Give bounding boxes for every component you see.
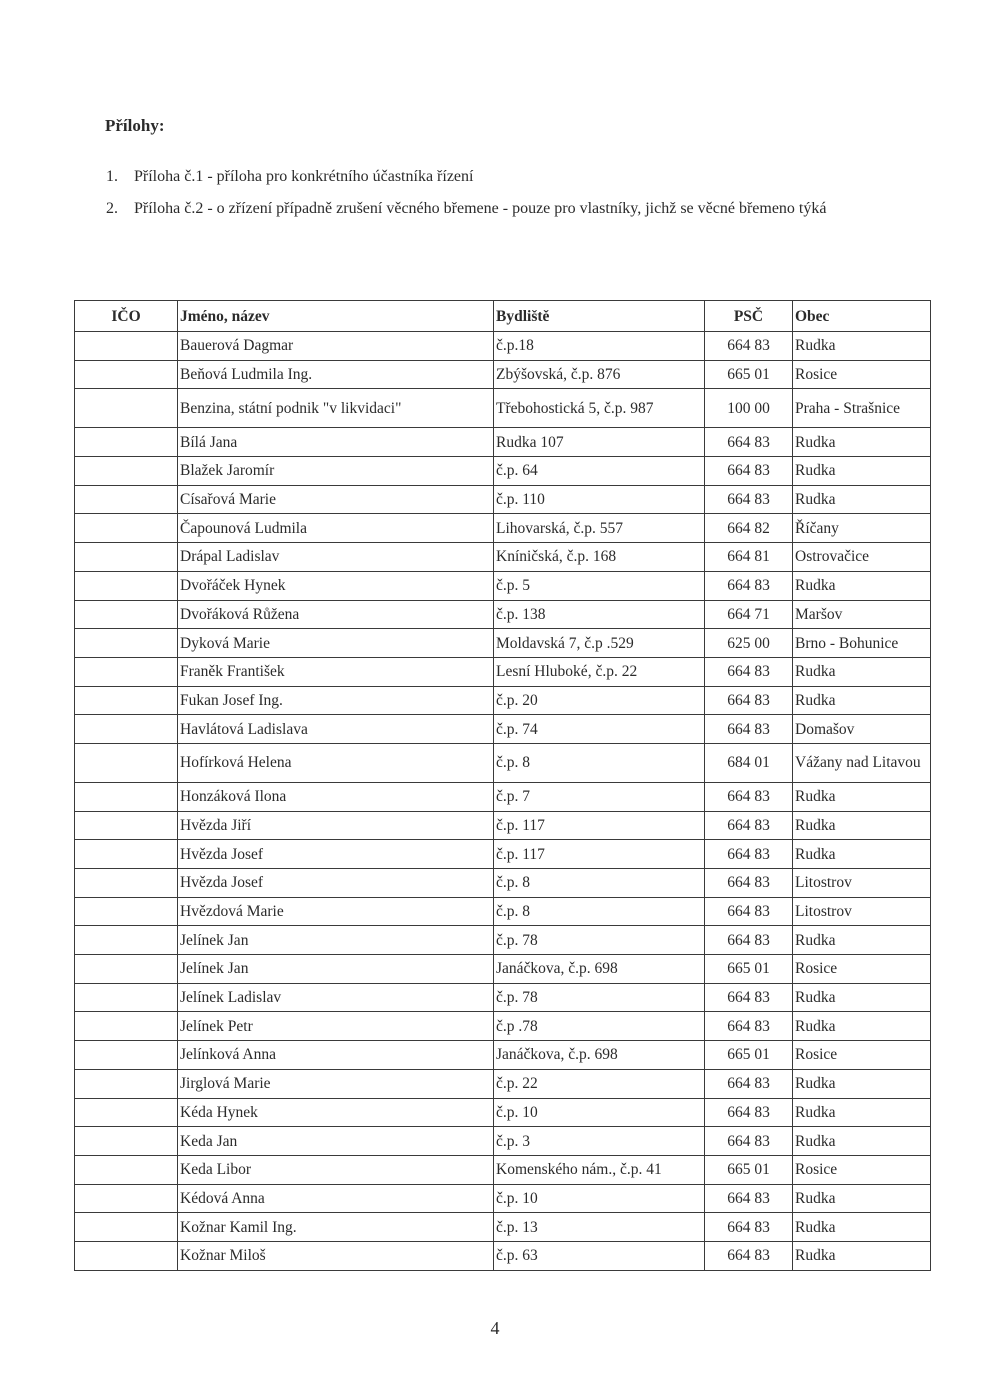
cell-ico [75,629,178,658]
cell-address: Zbýšovská, č.p. 876 [494,360,705,389]
table-row [75,715,931,744]
cell-ico [75,1213,178,1242]
cell-name: Hvězda Josef [178,869,494,898]
cell-obec: Rudka [793,1098,931,1127]
cell-ico [75,686,178,715]
cell-psc: 664 81 [705,543,793,572]
cell-obec: Rudka [793,983,931,1012]
header-address: Bydliště [494,301,705,332]
table-row [75,1069,931,1098]
attachment-text: Příloha č.1 - příloha pro konkrétního účastníka řízení [134,168,474,185]
cell-address: Rudka 107 [494,428,705,457]
cell-address: č.p. 3 [494,1127,705,1156]
cell-psc: 664 83 [705,983,793,1012]
cell-psc: 665 01 [705,1041,793,1070]
table-row [75,955,931,984]
cell-ico [75,743,178,782]
cell-psc: 664 83 [705,715,793,744]
cell-ico [75,457,178,486]
cell-address: č.p. 117 [494,811,705,840]
cell-obec: Vážany nad Litavou [793,743,931,782]
cell-address: č.p. 13 [494,1213,705,1242]
cell-obec: Rudka [793,1184,931,1213]
table-row [75,629,931,658]
table-row [75,514,931,543]
cell-name: Keda Libor [178,1155,494,1184]
cell-ico [75,897,178,926]
cell-psc: 664 83 [705,1069,793,1098]
cell-ico [75,1012,178,1041]
cell-obec: Litostrov [793,869,931,898]
cell-obec: Rudka [793,332,931,361]
cell-address: č.p. 78 [494,983,705,1012]
table-row [75,543,931,572]
cell-address: č.p. 138 [494,600,705,629]
cell-name: Císařová Marie [178,485,494,514]
cell-obec: Rudka [793,1012,931,1041]
table-row [75,332,931,361]
cell-obec: Rudka [793,457,931,486]
cell-ico [75,869,178,898]
cell-psc: 664 83 [705,571,793,600]
cell-address: č.p. 5 [494,571,705,600]
table-row [75,457,931,486]
cell-obec: Maršov [793,600,931,629]
page-number: 4 [490,1318,500,1338]
cell-name: Dvořáková Růžena [178,600,494,629]
cell-ico [75,1241,178,1270]
cell-address: č.p. 8 [494,869,705,898]
cell-name: Franěk František [178,657,494,686]
header-obec: Obec [793,301,931,332]
table-row [75,428,931,457]
cell-name: Keda Jan [178,1127,494,1156]
cell-psc: 664 83 [705,1012,793,1041]
cell-ico [75,543,178,572]
cell-name: Hvězda Josef [178,840,494,869]
cell-ico [75,1127,178,1156]
cell-address: č.p .78 [494,1012,705,1041]
cell-name: Jirglová Marie [178,1069,494,1098]
table-row [75,600,931,629]
cell-ico [75,485,178,514]
table-row [75,1184,931,1213]
cell-obec: Rudka [793,926,931,955]
cell-obec: Rudka [793,1241,931,1270]
cell-psc: 664 83 [705,840,793,869]
cell-address: Komenského nám., č.p. 41 [494,1155,705,1184]
cell-address: č.p. 22 [494,1069,705,1098]
cell-name: Bílá Jana [178,428,494,457]
table-row [75,360,931,389]
cell-obec: Rudka [793,428,931,457]
cell-psc: 664 83 [705,485,793,514]
cell-address: č.p. 7 [494,782,705,811]
table-row [75,1127,931,1156]
cell-obec: Rudka [793,571,931,600]
table-row [75,926,931,955]
owners-table [74,300,931,1271]
cell-name: Kédová Anna [178,1184,494,1213]
cell-obec: Rosice [793,955,931,984]
cell-address: Kníničská, č.p. 168 [494,543,705,572]
cell-address: č.p. 20 [494,686,705,715]
cell-ico [75,983,178,1012]
cell-name: Jelínek Petr [178,1012,494,1041]
cell-obec: Rosice [793,360,931,389]
cell-ico [75,926,178,955]
cell-ico [75,715,178,744]
cell-psc: 664 83 [705,926,793,955]
table-row [75,1241,931,1270]
table-row [75,657,931,686]
cell-obec: Rudka [793,1213,931,1242]
cell-ico [75,782,178,811]
table-row [75,389,931,428]
cell-address: č.p. 110 [494,485,705,514]
cell-ico [75,360,178,389]
attachment-item [106,166,906,187]
cell-psc: 684 01 [705,743,793,782]
cell-address: Janáčkova, č.p. 698 [494,1041,705,1070]
cell-psc: 664 83 [705,428,793,457]
cell-address: č.p. 63 [494,1241,705,1270]
cell-psc: 664 83 [705,332,793,361]
table-row [75,782,931,811]
cell-address: č.p. 117 [494,840,705,869]
table-row [75,743,931,782]
table-row [75,571,931,600]
cell-address: č.p. 64 [494,457,705,486]
table-row [75,897,931,926]
cell-address: č.p. 74 [494,715,705,744]
table-row [75,1098,931,1127]
cell-obec: Brno - Bohunice [793,629,931,658]
cell-name: Dvořáček Hynek [178,571,494,600]
cell-address: č.p. 8 [494,743,705,782]
cell-name: Čapounová Ludmila [178,514,494,543]
cell-obec: Domašov [793,715,931,744]
cell-name: Drápal Ladislav [178,543,494,572]
cell-psc: 100 00 [705,389,793,428]
cell-obec: Rudka [793,840,931,869]
cell-obec: Rudka [793,1127,931,1156]
cell-psc: 664 83 [705,1127,793,1156]
cell-psc: 664 83 [705,897,793,926]
cell-psc: 665 01 [705,360,793,389]
cell-name: Hvězdová Marie [178,897,494,926]
cell-ico [75,389,178,428]
cell-address: Lesní Hluboké, č.p. 22 [494,657,705,686]
cell-psc: 665 01 [705,955,793,984]
table-row [75,811,931,840]
cell-obec: Praha - Strašnice [793,389,931,428]
attachment-item [106,198,906,219]
header-psc: PSČ [705,301,793,332]
cell-name: Fukan Josef Ing. [178,686,494,715]
cell-psc: 664 83 [705,686,793,715]
cell-address: Lihovarská, č.p. 557 [494,514,705,543]
cell-psc: 664 83 [705,1241,793,1270]
cell-name: Hofírková Helena [178,743,494,782]
cell-ico [75,1184,178,1213]
cell-psc: 664 83 [705,657,793,686]
cell-psc: 664 83 [705,1213,793,1242]
cell-name: Kéda Hynek [178,1098,494,1127]
cell-psc: 664 83 [705,1184,793,1213]
cell-name: Honzáková Ilona [178,782,494,811]
table-row [75,1012,931,1041]
cell-name: Jelínková Anna [178,1041,494,1070]
cell-name: Kožnar Kamil Ing. [178,1213,494,1242]
cell-ico [75,811,178,840]
table-row [75,1041,931,1070]
cell-ico [75,514,178,543]
cell-name: Dyková Marie [178,629,494,658]
cell-ico [75,332,178,361]
cell-obec: Ostrovačice [793,543,931,572]
cell-obec: Litostrov [793,897,931,926]
attachment-text: Příloha č.2 - o zřízení případně zrušení věcného břemene - pouze pro vlastníky, jichž se věcné břemeno týká [134,200,827,217]
cell-obec: Rudka [793,811,931,840]
cell-ico [75,1069,178,1098]
cell-ico [75,840,178,869]
cell-address: č.p.18 [494,332,705,361]
cell-name: Benzina, státní podnik "v likvidaci" [178,389,494,428]
cell-obec: Říčany [793,514,931,543]
cell-name: Bauerová Dagmar [178,332,494,361]
cell-psc: 665 01 [705,1155,793,1184]
cell-address: č.p. 10 [494,1098,705,1127]
cell-psc: 625 00 [705,629,793,658]
cell-psc: 664 83 [705,782,793,811]
cell-psc: 664 83 [705,457,793,486]
cell-address: Třebohostická 5, č.p. 987 [494,389,705,428]
attachment-number: 2. [106,200,118,217]
attachments-list [106,166,906,230]
table-row [75,869,931,898]
cell-name: Kožnar Miloš [178,1241,494,1270]
cell-psc: 664 71 [705,600,793,629]
header-name: Jméno, název [178,301,494,332]
cell-psc: 664 83 [705,1098,793,1127]
cell-name: Havlátová Ladislava [178,715,494,744]
cell-psc: 664 82 [705,514,793,543]
cell-obec: Rosice [793,1155,931,1184]
cell-name: Beňová Ludmila Ing. [178,360,494,389]
cell-ico [75,571,178,600]
cell-address: č.p. 10 [494,1184,705,1213]
cell-name: Jelínek Ladislav [178,983,494,1012]
cell-ico [75,657,178,686]
cell-address: č.p. 8 [494,897,705,926]
cell-ico [75,428,178,457]
cell-ico [75,1155,178,1184]
cell-ico [75,1098,178,1127]
cell-address: Janáčkova, č.p. 698 [494,955,705,984]
cell-obec: Rudka [793,657,931,686]
cell-ico [75,955,178,984]
table-row [75,983,931,1012]
attachment-number: 1. [106,168,118,185]
attachments-heading: Přílohy: [105,116,165,135]
cell-psc: 664 83 [705,869,793,898]
table-header-row [75,301,931,332]
cell-name: Blažek Jaromír [178,457,494,486]
cell-obec: Rudka [793,485,931,514]
table-row [75,840,931,869]
cell-name: Hvězda Jiří [178,811,494,840]
header-ico: IČO [75,301,178,332]
cell-obec: Rosice [793,1041,931,1070]
cell-obec: Rudka [793,686,931,715]
table-row [75,485,931,514]
cell-address: č.p. 78 [494,926,705,955]
cell-ico [75,600,178,629]
cell-obec: Rudka [793,1069,931,1098]
table-body [75,332,931,1271]
table-row [75,1213,931,1242]
table-row [75,686,931,715]
table-row [75,1155,931,1184]
cell-address: Moldavská 7, č.p .529 [494,629,705,658]
cell-ico [75,1041,178,1070]
cell-obec: Rudka [793,782,931,811]
cell-name: Jelínek Jan [178,926,494,955]
cell-name: Jelínek Jan [178,955,494,984]
cell-psc: 664 83 [705,811,793,840]
